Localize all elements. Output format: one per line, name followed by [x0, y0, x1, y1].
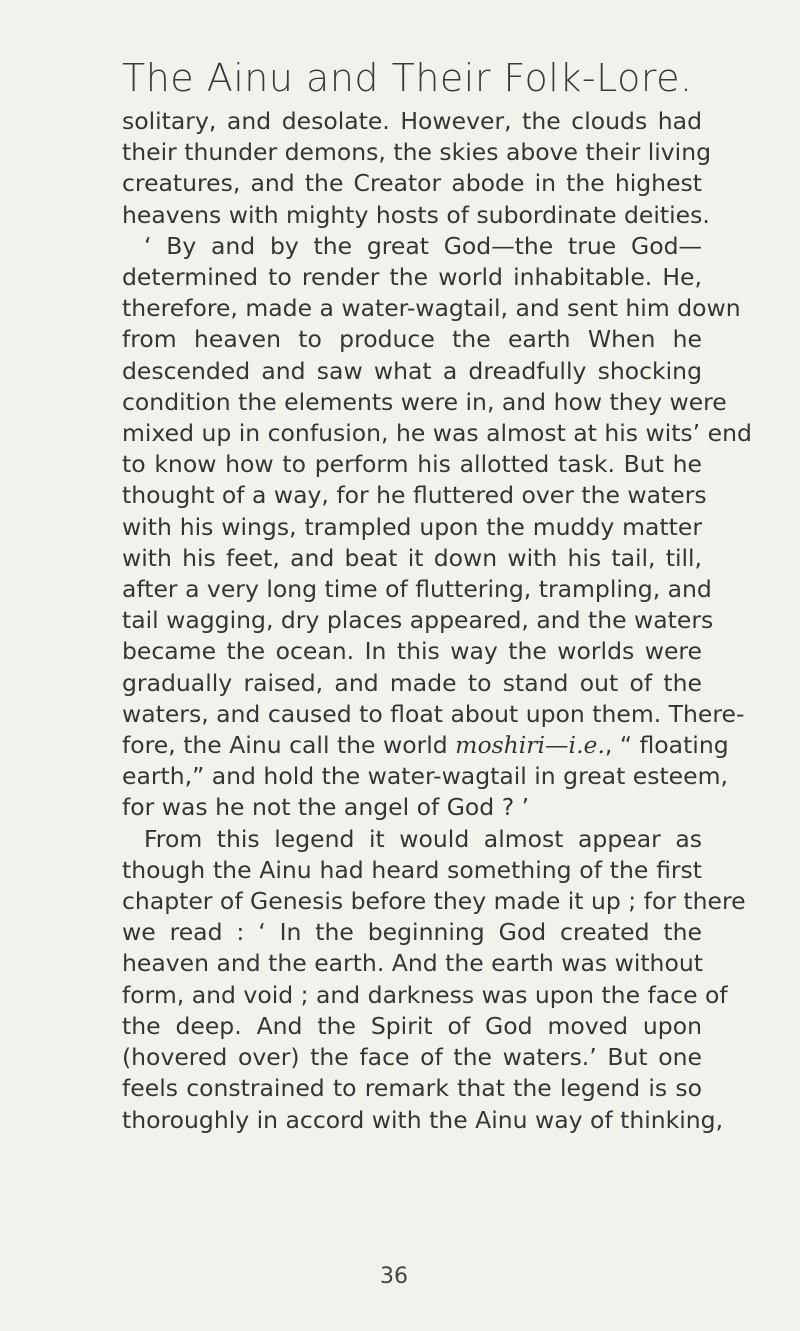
- body-text: [122, 106, 752, 1136]
- text-line: heaven and the earth. And the earth was without: [122, 949, 703, 978]
- text-line: though the Ainu had heard something of the first: [122, 855, 702, 884]
- text-line: heavens with mighty hosts of subordinate deities.: [122, 200, 710, 229]
- text-line: (hovered over) the face of the waters.’ But one: [122, 1043, 702, 1072]
- running-title: The Ainu and Their Folk-Lore.: [122, 56, 693, 100]
- text-line: with his feet, and beat it down with his tail, till,: [122, 543, 702, 572]
- text-line: earth,” and hold the water-wagtail in great esteem,: [122, 762, 728, 791]
- text-line: waters, and caused to float about upon them. There-: [122, 699, 745, 728]
- text-line: descended and saw what a dreadfully shocking: [122, 356, 702, 385]
- text-line: with his wings, trampled upon the muddy matter: [122, 512, 702, 541]
- text-line: thought of a way, for he fluttered over the waters: [122, 481, 707, 510]
- text-line: chapter of Genesis before they made it up ; for there: [122, 887, 746, 916]
- text-line: condition the elements were in, and how they were: [122, 387, 727, 416]
- text-line: gradually raised, and made to stand out of the: [122, 668, 702, 697]
- text-line: mixed up in confusion, he was almost at his wits’ end: [122, 419, 752, 448]
- text-line: their thunder demons, the skies above their living: [122, 138, 712, 167]
- text-line: tail wagging, dry places appeared, and the waters: [122, 606, 714, 635]
- text-line: therefore, made a water-wagtail, and sent him down: [122, 294, 741, 323]
- text-line: creatures, and the Creator abode in the highest: [122, 169, 702, 198]
- text-line: From this legend it would almost appear as: [144, 824, 702, 853]
- text-line: determined to render the world inhabitable. He,: [122, 263, 702, 292]
- paragraph-3: [122, 824, 746, 1136]
- text-segment: fore, the Ainu call the world: [122, 731, 456, 760]
- text-line: ‘ By and by the great God—the true God—: [144, 231, 702, 260]
- text-line: form, and void ; and darkness was upon the face of: [122, 980, 728, 1009]
- paragraph-2: [122, 231, 752, 824]
- text-segment: , “ floating: [604, 731, 729, 760]
- paragraph-1: [122, 106, 712, 231]
- page-number: 36: [380, 1264, 408, 1289]
- text-line: thoroughly in accord with the Ainu way of thinking,: [122, 1105, 724, 1134]
- text-line: became the ocean. In this way the worlds were: [122, 637, 702, 666]
- italic-term: moshiri—i.e.: [455, 731, 605, 760]
- text-line-with-italic: [122, 730, 729, 761]
- text-line: to know how to perform his allotted task. But he: [122, 450, 702, 479]
- text-line: the deep. And the Spirit of God moved upon: [122, 1011, 702, 1040]
- text-line: solitary, and desolate. However, the clouds had: [122, 107, 702, 135]
- text-line: we read : ‘ In the beginning God created the: [122, 918, 702, 947]
- text-line: feels constrained to remark that the legend is so: [122, 1074, 702, 1103]
- text-line: for was he not the angel of God ? ’: [122, 793, 530, 822]
- text-line: from heaven to produce the earth When he: [122, 325, 702, 354]
- text-line: after a very long time of fluttering, trampling, and: [122, 575, 712, 604]
